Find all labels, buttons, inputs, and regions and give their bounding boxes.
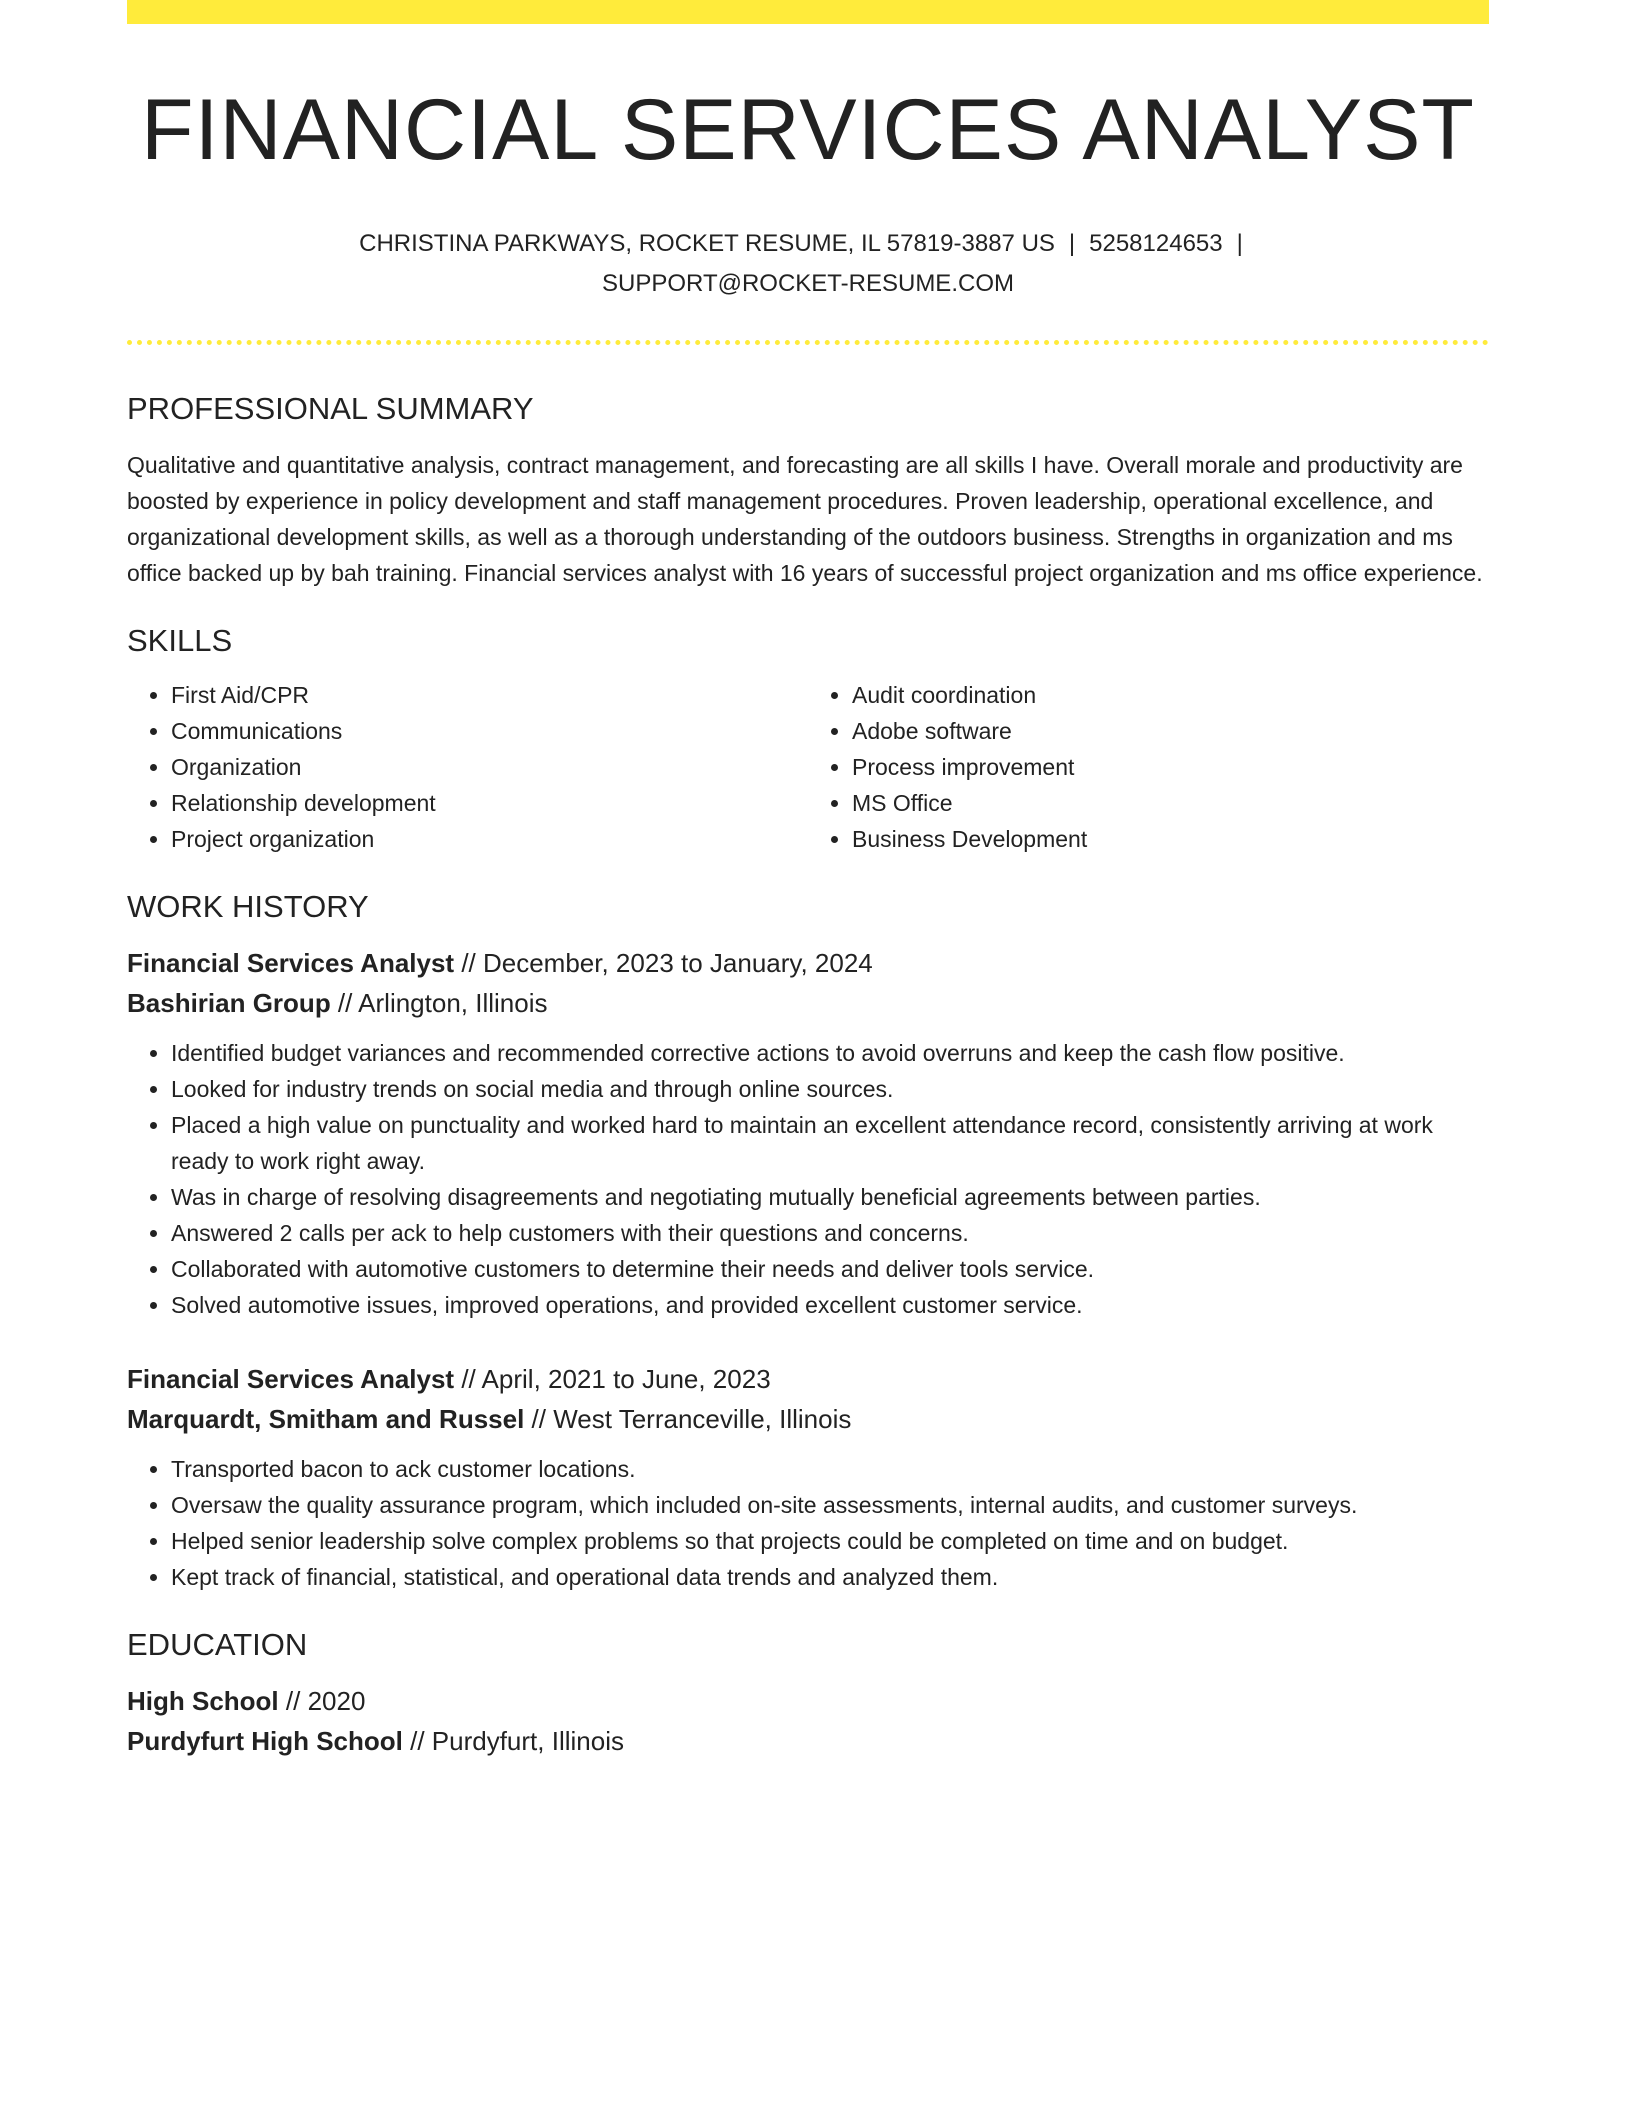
page-title: FINANCIAL SERVICES ANALYST: [141, 82, 1475, 178]
skill-item: • First Aid/CPR: [171, 677, 808, 713]
job-bullet: • Identified budget variances and recommended corrective actions to avoid overruns and keep the cash flow positive.: [171, 1035, 1489, 1071]
skill-item: • Communications: [171, 713, 808, 749]
job-dates: // April, 2021 to June, 2023: [454, 1364, 771, 1394]
job-dates: // December, 2023 to January, 2024: [454, 948, 873, 978]
job-bullet: • Transported bacon to ack customer locations.: [171, 1451, 1489, 1487]
section-title-summary: PROFESSIONAL SUMMARY: [127, 391, 534, 426]
job-bullet: • Was in charge of resolving disagreements and negotiating mutually beneficial agreements between parties.: [171, 1179, 1489, 1215]
education-year: // 2020: [278, 1686, 366, 1716]
job-bullet: • Placed a high value on punctuality and worked hard to maintain an excellent attendance record, consistently arriving at work ready to work right away.: [171, 1107, 1489, 1179]
job-role: Financial Services Analyst: [127, 1364, 455, 1394]
skills-columns: [127, 677, 1489, 857]
skill-item: • Audit coordination: [852, 677, 1489, 713]
job-bullet: • Answered 2 calls per ack to help customers with their questions and concerns.: [171, 1215, 1489, 1251]
job-company-line: [127, 1399, 1489, 1439]
skills-list-right: [808, 677, 1489, 857]
contact-info: [127, 224, 1489, 304]
job-bullets: [127, 1035, 1489, 1323]
dotted-divider: [127, 340, 1489, 345]
contact-phone: 5258124653: [1089, 230, 1223, 257]
job-bullet: • Helped senior leadership solve complex problems so that projects could be completed on time and on budget.: [171, 1523, 1489, 1559]
skills-list-left: [127, 677, 808, 857]
resume-page: [127, 0, 1489, 1761]
job-location: // Arlington, Illinois: [330, 988, 548, 1018]
contact-separator: |: [1236, 230, 1243, 257]
contact-line-2: [127, 264, 1489, 304]
summary-text: Qualitative and quantitative analysis, contract management, and forecasting are all skills I have. Overall morale and productivity are boosted by experience in policy development and staff management procedures. Proven leadership, operational excellence, and organizational development skills, as well as a thorough understanding of the outdoors business. Strengths in organization and ms office backed up by bah training. Financial services analyst with 16 years of successful project organization and ms office experience.: [127, 452, 1483, 586]
skill-item: • Process improvement: [852, 749, 1489, 785]
accent-top-bar: [127, 0, 1489, 24]
education-location: // Purdyfurt, Illinois: [402, 1726, 624, 1756]
job-bullet: • Looked for industry trends on social media and through online sources.: [171, 1071, 1489, 1107]
education-degree: High School: [127, 1686, 279, 1716]
education-school: Purdyfurt High School: [127, 1726, 403, 1756]
contact-separator: |: [1068, 230, 1076, 257]
contact-email: SUPPORT@ROCKET-RESUME.COM: [602, 270, 1014, 297]
skill-item: • Organization: [171, 749, 808, 785]
education-entry: [127, 1681, 1489, 1761]
job-bullet: • Oversaw the quality assurance program, which included on-site assessments, internal audits, and customer surveys.: [171, 1487, 1489, 1523]
skill-item: • MS Office: [852, 785, 1489, 821]
job-title-line: [127, 1359, 1489, 1399]
section-title-work: WORK HISTORY: [127, 889, 369, 924]
job-role: Financial Services Analyst: [127, 948, 455, 978]
skill-item: • Business Development: [852, 821, 1489, 857]
contact-line-1: [127, 224, 1489, 264]
job-bullets: [127, 1451, 1489, 1595]
job-company-line: [127, 983, 1489, 1023]
job-entry: [127, 1359, 1489, 1595]
section-title-education: EDUCATION: [127, 1627, 308, 1662]
skill-item: • Relationship development: [171, 785, 808, 821]
education-section: [127, 1625, 1489, 1761]
skills-section: [127, 621, 1489, 857]
job-entry: [127, 943, 1489, 1323]
job-title-line: [127, 943, 1489, 983]
contact-address: CHRISTINA PARKWAYS, ROCKET RESUME, IL 57819-3887 US: [359, 230, 1055, 257]
job-location: // West Terranceville, Illinois: [524, 1404, 852, 1434]
skill-item: • Adobe software: [852, 713, 1489, 749]
job-company: Bashirian Group: [127, 988, 331, 1018]
skill-item: • Project organization: [171, 821, 808, 857]
job-bullet: • Kept track of financial, statistical, and operational data trends and analyzed them.: [171, 1559, 1489, 1595]
education-degree-line: [127, 1681, 1489, 1721]
section-title-skills: SKILLS: [127, 623, 233, 658]
job-company: Marquardt, Smitham and Russel: [127, 1404, 525, 1434]
work-history-section: [127, 887, 1489, 1595]
job-bullet: • Collaborated with automotive customers to determine their needs and deliver tools service.: [171, 1251, 1489, 1287]
education-school-line: [127, 1721, 1489, 1761]
professional-summary-section: [127, 389, 1489, 591]
job-bullet: • Solved automotive issues, improved operations, and provided excellent customer service.: [171, 1287, 1489, 1323]
